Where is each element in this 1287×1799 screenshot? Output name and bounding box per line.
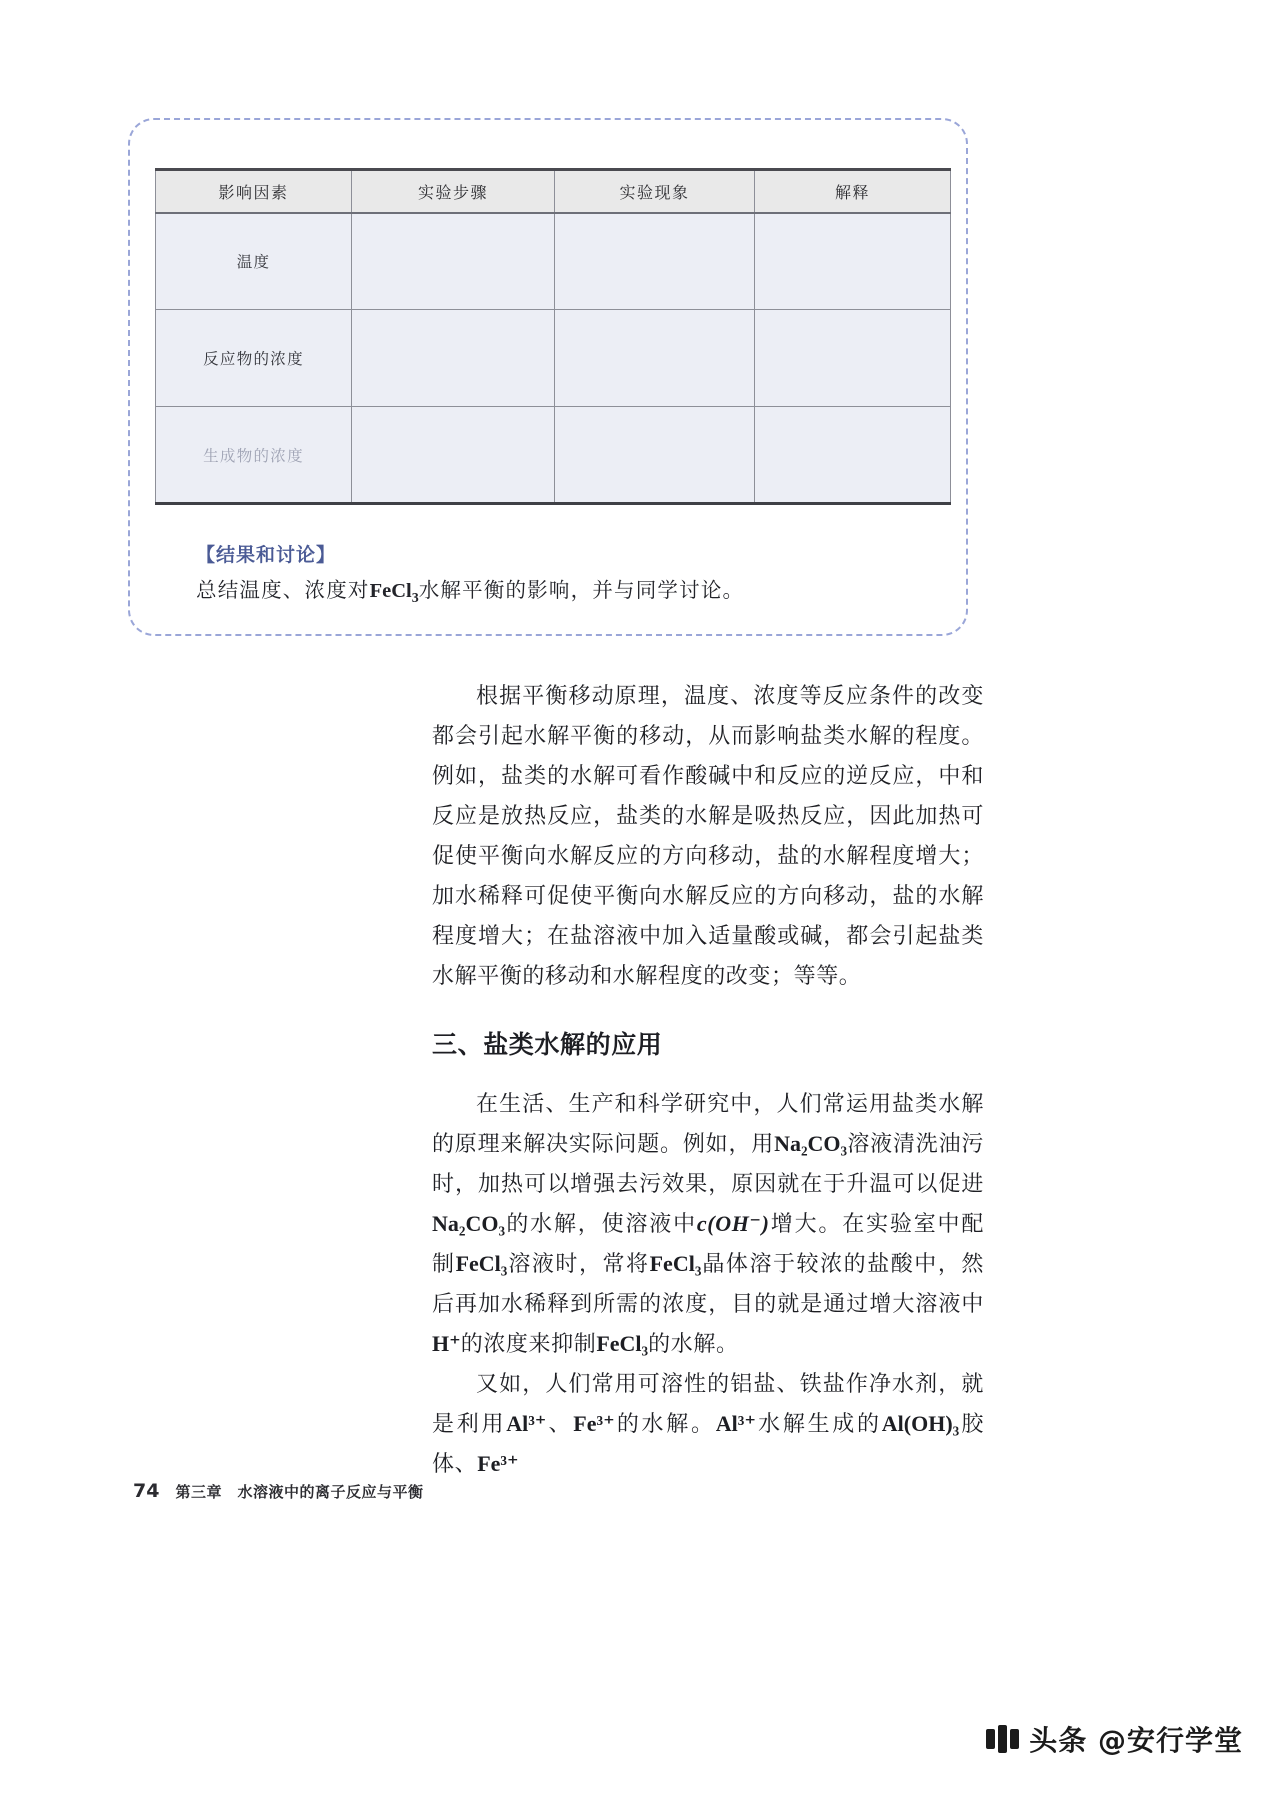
text-run: 的水解。	[614, 1411, 716, 1436]
formula-fecl3	[369, 580, 419, 607]
table-header-cell: 解释	[755, 170, 951, 213]
formula-subscript: 3	[411, 591, 419, 607]
table-cell-steps[interactable]	[352, 407, 555, 504]
text-run: 晶体溶于较浓的盐酸中，然后再加水稀释到所需的浓度，目的就是通过增大溶液中	[432, 1251, 984, 1316]
table-cell-explanation[interactable]	[755, 213, 951, 310]
formula-fe3plus: Fe³⁺	[477, 1451, 519, 1476]
text-run: 胶体、	[432, 1411, 984, 1476]
text-run: 水解生成的	[755, 1411, 882, 1436]
formula-c-oh: c(OH⁻)	[696, 1211, 770, 1236]
text-run: 的水解，使溶液中	[505, 1211, 697, 1236]
table-header-cell: 实验步骤	[352, 170, 555, 213]
table-cell-explanation[interactable]	[755, 407, 951, 504]
logo-bar	[1010, 1729, 1019, 1749]
text-run: 溶液时，常将	[507, 1251, 650, 1276]
table-cell-steps[interactable]	[352, 213, 555, 310]
logo-bar	[986, 1729, 995, 1749]
page-footer	[133, 1480, 423, 1502]
result-discussion-text	[196, 576, 916, 609]
formula-na2co3: Na₂CO₃	[774, 1131, 848, 1156]
paragraph-applications	[432, 1084, 984, 1364]
text-run: 又如，人们常用可溶性的铝盐、铁盐作净水剂，就是利用	[432, 1371, 984, 1436]
formula-al3plus: Al³⁺	[715, 1411, 756, 1436]
text-run: 增大。在实验室中配制	[432, 1211, 984, 1276]
text-run: 、	[546, 1411, 574, 1436]
formula-base: FeCl	[369, 580, 412, 602]
table-row	[156, 407, 951, 504]
watermark-label: 头条 @安行学堂	[1029, 1724, 1243, 1757]
row-label-reactant-concentration: 反应物的浓度	[156, 310, 352, 407]
body-column	[432, 676, 984, 1484]
row-label-product-concentration: 生成物的浓度	[156, 407, 352, 504]
section-heading-applications: 三、盐类水解的应用	[432, 1030, 663, 1059]
text-run: 的水解。	[648, 1331, 739, 1356]
text-run: 在生活、生产和科学研究中，人们常运用盐类水解的原理来解决实际问题。例如，用	[432, 1091, 984, 1156]
table-cell-steps[interactable]	[352, 310, 555, 407]
result-text-after: 水解平衡的影响，并与同学讨论。	[418, 580, 745, 602]
table-cell-explanation[interactable]	[755, 310, 951, 407]
chapter-title: 第三章 水溶液中的离子反应与平衡	[175, 1483, 424, 1501]
table-cell-phenomenon[interactable]	[555, 310, 755, 407]
result-discussion-heading: 【结果和讨论】	[196, 544, 337, 566]
formula-fe3plus: Fe³⁺	[573, 1411, 615, 1436]
paragraph-equilibrium-principle: 根据平衡移动原理，温度、浓度等反应条件的改变都会引起水解平衡的移动，从而影响盐类水解的程度。例如，盐类的水解可看作酸碱中和反应的逆反应，中和反应是放热反应，盐类的水解是吸热反应，因此加热可促使平衡向水解反应的方向移动，盐的水解程度增大；加水稀释可促使平衡向水解反应的方向移动，盐的水解程度增大；在盐溶液中加入适量酸或碱，都会引起盐类水解平衡的移动和水解程度的改变；等等。	[432, 683, 984, 988]
text-run: 溶液清洗油污时，加热可以增强去污效果，原因就在于升温可以促进	[432, 1131, 984, 1196]
formula-aloh3: Al(OH)₃	[881, 1411, 960, 1436]
paragraph-water-purifier	[432, 1364, 984, 1484]
table-header-row	[156, 170, 951, 213]
formula-fecl3: FeCl₃	[649, 1251, 702, 1276]
formula-fecl3: FeCl₃	[455, 1251, 508, 1276]
table-cell-phenomenon[interactable]	[555, 213, 755, 310]
table-cell-phenomenon[interactable]	[555, 407, 755, 504]
experiment-table	[155, 168, 951, 505]
formula-h-plus: H⁺	[432, 1331, 461, 1356]
result-text-before: 总结温度、浓度对	[196, 580, 370, 602]
table-row	[156, 213, 951, 310]
table-header-cell: 影响因素	[156, 170, 352, 213]
table-row	[156, 310, 951, 407]
page-number: 74	[133, 1480, 160, 1502]
formula-fecl3: FeCl₃	[596, 1331, 649, 1356]
text-run: 的浓度来抑制	[460, 1331, 597, 1356]
formula-al3plus: Al³⁺	[506, 1411, 547, 1436]
logo-bar	[998, 1725, 1007, 1753]
toutiao-logo-icon	[986, 1725, 1019, 1753]
formula-na2co3: Na₂CO₃	[432, 1211, 506, 1236]
watermark	[986, 1719, 1243, 1759]
row-label-temperature: 温度	[156, 213, 352, 310]
table-header-cell: 实验现象	[555, 170, 755, 213]
